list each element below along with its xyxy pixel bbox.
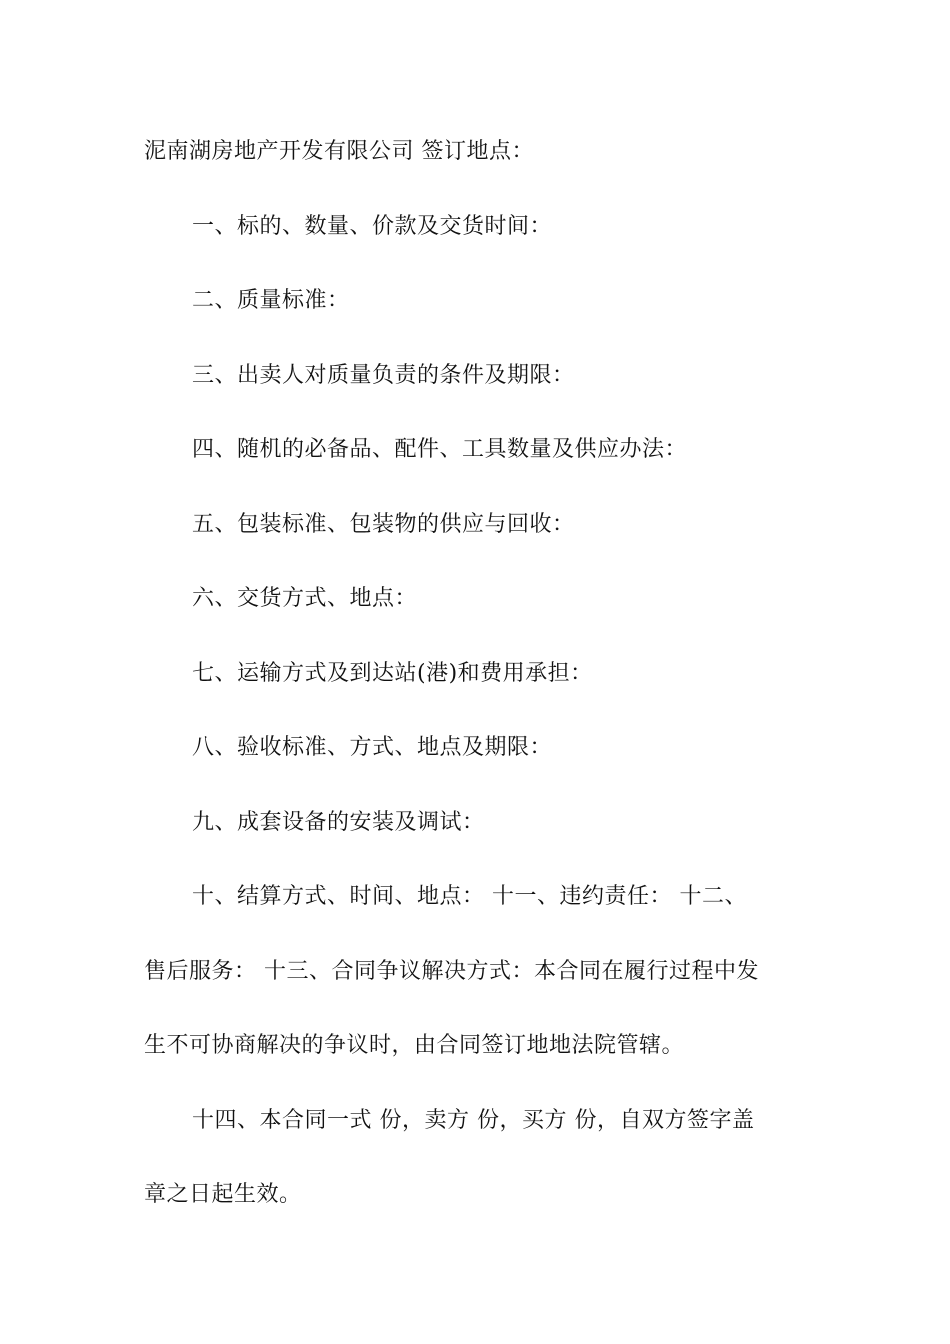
document-body [144,128,806,1246]
clause-8: 八、验收标准、方式、地点及期限： [192,735,553,760]
clause-4: 四、随机的必备品、配件、工具数量及供应办法： [192,437,688,462]
party-and-signing-place: 泥南湖房地产开发有限公司 签订地点： [144,139,534,164]
clause-3: 三、出卖人对质量负责的条件及期限： [192,362,575,388]
clause-7: 七、运输方式及到达站(港)和费用承担： [192,660,593,686]
clause-14-continued: 章之日起生效。 [144,1182,302,1207]
clause-2: 二、质量标准： [192,288,350,313]
clause-13-continued: 生不可协商解决的争议时，由合同签订地地法院管辖。 [144,1033,685,1058]
clause-9: 九、成套设备的安装及调试： [192,809,485,835]
clause-12-13-continued: 售后服务： 十三、合同争议解决方式：本合同在履行过程中发 [144,958,759,984]
clause-10-12: 十、结算方式、时间、地点： 十一、违约责任： 十二、 [192,884,747,909]
clause-5: 五、包装标准、包装物的供应与回收： [192,511,575,537]
clause-1: 一、标的、数量、价款及交货时间： [192,213,553,239]
clause-14: 十四、本合同一式 份，卖方 份，买方 份，自双方签字盖 [192,1107,755,1133]
clause-6: 六、交货方式、地点： [192,586,418,611]
